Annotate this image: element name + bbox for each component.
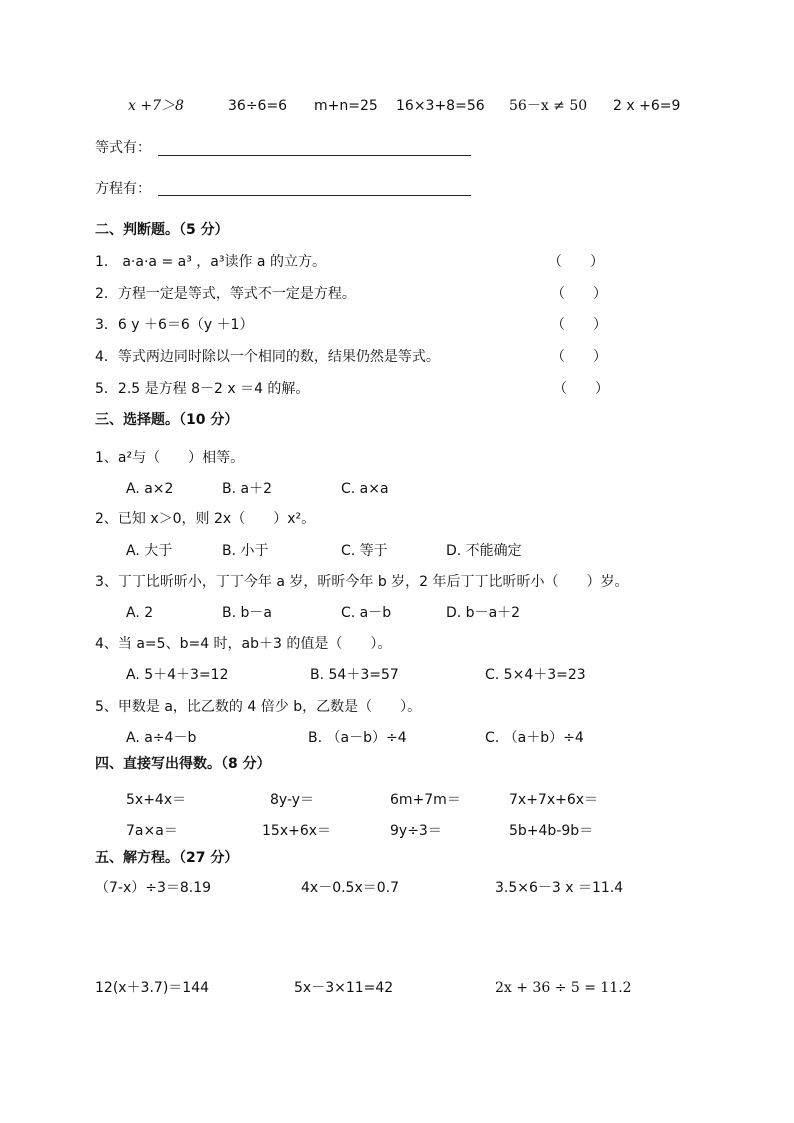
answer-paren-1[interactable]: （ ） — [548, 254, 604, 270]
expr-6: 2 x +6=9 — [613, 98, 681, 114]
calc-8: 5b+4b-9b＝ — [509, 823, 594, 839]
equation-3: 3.5×6－3 x ＝11.4 — [495, 880, 624, 896]
equation-1: （7-x）÷3＝8.19 — [95, 880, 212, 896]
calc-5: 7a×a＝ — [126, 823, 178, 839]
judge-item-5: 5．2.5 是方程 8－2 x ＝4 的解。 — [95, 381, 310, 397]
choice-q4: 4、当 a=5、b=4 时，ab＋3 的值是（ ）。 — [95, 636, 392, 652]
choice-q2: 2、已知 x＞0，则 2x（ ）x²。 — [95, 511, 316, 527]
judge-item-2: 2．方程一定是等式，等式不一定是方程。 — [95, 286, 356, 302]
q1-option-a[interactable]: A. a×2 — [126, 481, 174, 497]
judge-item-3: 3．6 y ＋6＝6（y ＋1） — [95, 317, 254, 333]
expr-1: x +7＞8 — [128, 98, 184, 114]
q2-option-a[interactable]: A. 大于 — [126, 543, 173, 559]
calc-1: 5x+4x＝ — [126, 792, 187, 808]
section4-title: 四、直接写出得数。（8 分） — [95, 756, 271, 772]
equalities-label: 等式有： — [95, 140, 151, 156]
calc-7: 9y÷3＝ — [390, 823, 442, 839]
section2-title: 二、判断题。（5 分） — [95, 222, 229, 238]
q5-option-a[interactable]: A. a÷4－b — [126, 730, 197, 746]
answer-paren-5[interactable]: （ ） — [553, 381, 609, 397]
equations-label: 方程有： — [95, 181, 151, 197]
answer-paren-3[interactable]: （ ） — [551, 317, 607, 333]
equation-2: 4x－0.5x＝0.7 — [301, 880, 400, 896]
q5-option-c[interactable]: C. （a＋b）÷4 — [485, 730, 584, 746]
calc-2: 8y-y＝ — [270, 792, 315, 808]
q4-option-a[interactable]: A. 5＋4＋3=12 — [126, 667, 229, 683]
equalities-blank[interactable] — [158, 155, 471, 156]
equation-4: 12(x＋3.7)＝144 — [95, 980, 210, 996]
expr-2: 36÷6=6 — [228, 98, 288, 114]
choice-q1: 1、a²与（ ）相等。 — [95, 450, 245, 466]
judge-item-4: 4．等式两边同时除以一个相同的数，结果仍然是等式。 — [95, 349, 440, 365]
q1-option-b[interactable]: B. a＋2 — [222, 481, 272, 497]
q1-option-c[interactable]: C. a×a — [341, 481, 389, 497]
q4-option-c[interactable]: C. 5×4＋3=23 — [485, 667, 586, 683]
q3-option-d[interactable]: D. b－a＋2 — [446, 605, 521, 621]
calc-3: 6m+7m＝ — [390, 792, 461, 808]
expr-4: 16×3+8=56 — [396, 98, 485, 114]
section3-title: 三、选择题。（10 分） — [95, 412, 239, 428]
q2-option-b[interactable]: B. 小于 — [222, 543, 269, 559]
expr-5: 56－x ≠ 50 — [509, 98, 588, 114]
q2-option-c[interactable]: C. 等于 — [341, 543, 388, 559]
calc-6: 15x+6x＝ — [262, 823, 332, 839]
equation-6: 2x + 36 ÷ 5 = 11.2 — [495, 980, 632, 996]
q3-option-a[interactable]: A. 2 — [126, 605, 154, 621]
q3-option-c[interactable]: C. a－b — [341, 605, 392, 621]
section5-title: 五、解方程。（27 分） — [95, 850, 239, 866]
q3-option-b[interactable]: B. b－a — [222, 605, 272, 621]
answer-paren-2[interactable]: （ ） — [551, 286, 607, 302]
answer-paren-4[interactable]: （ ） — [551, 349, 607, 365]
q5-option-b[interactable]: B. （a－b）÷4 — [308, 730, 407, 746]
calc-4: 7x+7x+6x＝ — [509, 792, 599, 808]
q2-option-d[interactable]: D. 不能确定 — [446, 543, 522, 559]
choice-q3: 3、丁丁比昕昕小，丁丁今年 a 岁，昕昕今年 b 岁，2 年后丁丁比昕昕小（ ）岁。 — [95, 574, 629, 590]
expr-3: m+n=25 — [314, 98, 378, 114]
equation-5: 5x－3×11=42 — [294, 980, 394, 996]
equations-blank[interactable] — [158, 195, 471, 196]
q4-option-b[interactable]: B. 54＋3=57 — [310, 667, 399, 683]
choice-q5: 5、甲数是 a，比乙数的 4 倍少 b，乙数是（ ）。 — [95, 699, 422, 715]
judge-item-1: 1． a·a·a = a³ ，a³读作 a 的立方。 — [95, 254, 326, 270]
